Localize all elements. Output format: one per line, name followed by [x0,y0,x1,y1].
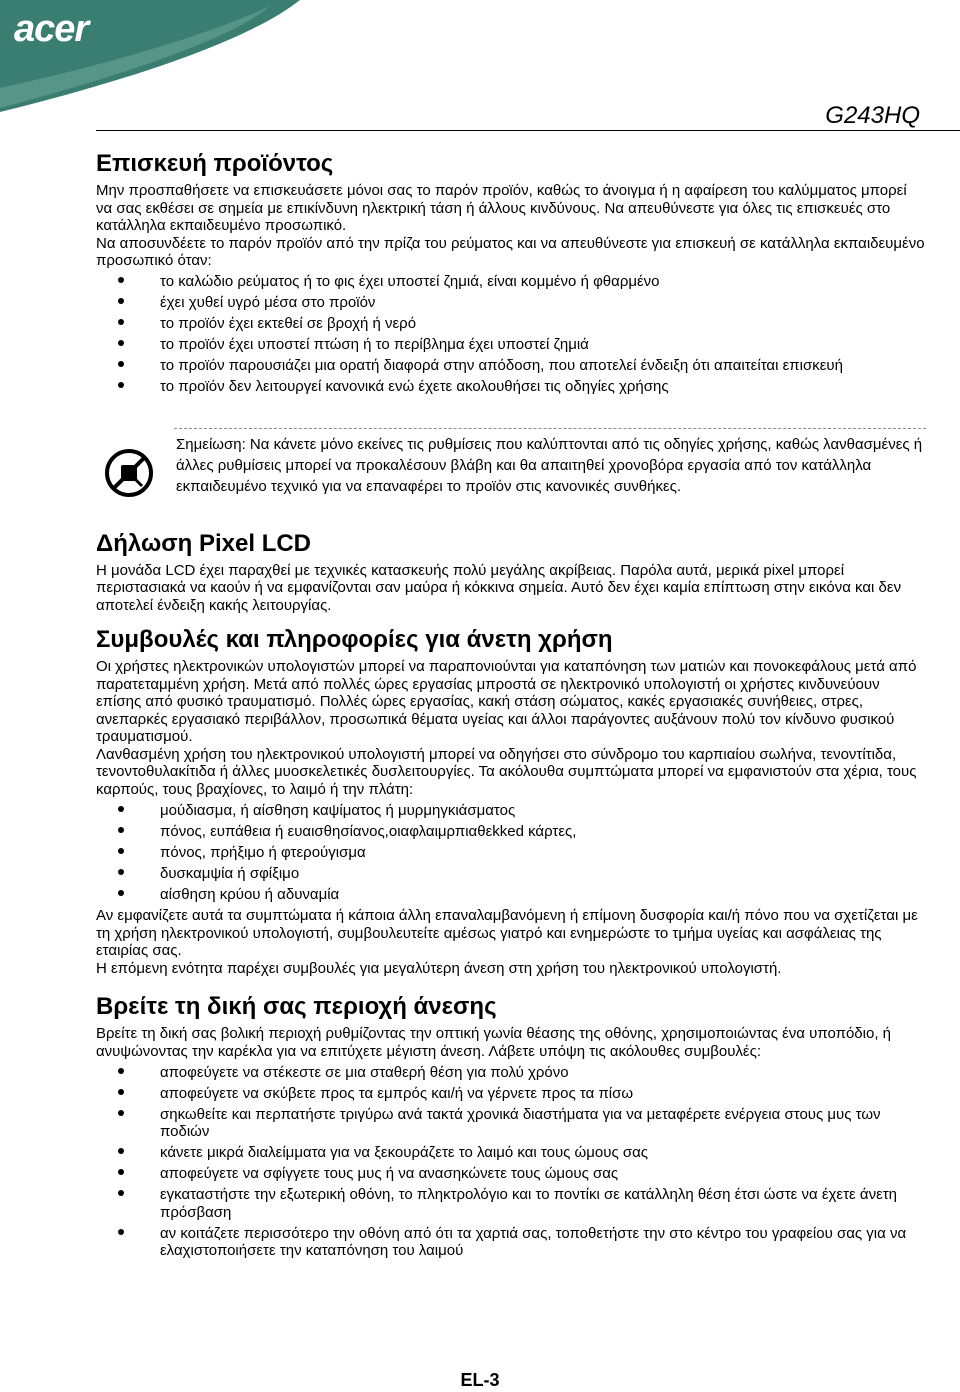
list-item: εγκαταστήστε την εξωτερική οθόνη, το πληκτρολόγιο και το ποντίκι σε κατάλληλη θέση έτσι ώστε να έχετε άνετη πρόσβαση [96,1186,926,1221]
comfort-paragraph-1: Οι χρήστες ηλεκτρονικών υπολογιστών μπορεί να παραπονιούνται για καταπόνηση των ματιών και πονοκεφάλους μετά από παρατεταμμένη χρήση. Μετά από πολλές ώρες εργασίας μπροστά σε ηλεκτρονικό υπολογιστή οι χρήστες κινδυνεύουν επίσης από φυσικό τραυματισμό. Πολλές ώρες εργασίας, κακή στάση σώματος, κακές εργασιακές συνήθειες, στρες, ανεπαρκές εργασιακό περιβάλλον, προσωπικά θέματα υγείας και άλλοι παράγοντες αυξάνουν πολύ τον κίνδυνο φυσικού τραυματισμού. [96,658,917,745]
list-item: σηκωθείτε και περπατήστε τριγύρω ανά τακτά χρονικά διαστήματα για να μεταφέρετε ενέργεια στους μυς των ποδιών [96,1106,926,1141]
section-title-pixel: Δήλωση Pixel LCD [96,529,312,557]
zone-paragraph: Βρείτε τη δική σας βολική περιοχή ρυθμίζοντας την οπτική γωνία θέασης της οθόνης, χρησιμοποιώντας ένα υποπόδιο, ή ανυψώνοντας την καρέκλα για να επιτύχετε μέγιστη άνεση. Λάβετε υπόψη τις ακόλουθες συμβουλές: [96,1025,891,1060]
note-divider [174,428,926,429]
list-item: αποφεύγετε να σφίγγετε τους μυς ή να ανασηκώνετε τους ώμους σας [96,1165,926,1183]
list-item: το προϊόν έχει εκτεθεί σε βροχή ή νερό [96,315,926,333]
comfort-paragraph-2: Λανθασμένη χρήση του ηλεκτρονικού υπολογιστή μπορεί να οδηγήσει στο σύνδρομο του καρπιαίου σωλήνα, τενοντίτιδα, τενοντοθυλακίτιδα ή άλλες μυοσκελετικές δυσλειτουργίες. Τα ακόλουθα συμπτώματα μπορεί να εμφανιστούν στα χέρια, τους καρπούς, τους βραχίονες, το λαιμό ή την πλάτη: [96,745,917,798]
model-name: G243HQ [825,102,920,129]
header-divider [96,130,960,131]
list-item: αποφεύγετε να στέκεστε σε μια σταθερή θέση για πολύ χρόνο [96,1064,926,1082]
comfort-paragraph-4: Η επόμενη ενότητα παρέχει συμβουλές για μεγαλύτερη άνεση στη χρήση του ηλεκτρονικού υπολογιστή. [96,959,782,977]
header-banner [0,0,960,140]
service-paragraph-2: Να αποσυνδέετε το παρόν προϊόν από την πρίζα του ρεύματος και να απευθύνεστε για επισκευή σε κατάλληλα εκπαιδευμένο προσωπικό όταν: [96,234,925,269]
note-icon [104,448,154,498]
note-box [96,434,926,524]
list-item: το καλώδιο ρεύματος ή το φις έχει υποστεί ζημιά, είναι κομμένο ή φθαρμένο [96,273,926,291]
list-item: αίσθηση κρύου ή αδυναμία [96,886,926,904]
list-item: έχει χυθεί υγρό μέσα στο προϊόν [96,294,926,312]
zone-bullet-list [96,1064,926,1260]
section-title-zone: Βρείτε τη δική σας περιοχή άνεσης [96,993,497,1020]
list-item: πόνος, ευπάθεια ή ευαισθησίανος,οιαφλαιμρπιαθεkked κάρτες, [96,823,926,841]
list-item: κάνετε μικρά διαλείμματα για να ξεκουράζετε το λαιμό και τους ώμους σας [96,1144,926,1162]
list-item: αν κοιτάζετε περισσότερο την οθόνη από ότι τα χαρτιά σας, τοποθετήστε την στο κέντρο του γραφείου σας για να ελαχιστοποιήσετε την καταπόνηση του λαιμού [96,1225,926,1260]
list-item: το προϊόν έχει υποστεί πτώση ή το περίβλημα έχει υποστεί ζημιά [96,336,926,354]
comfort-paragraph-3: Αν εμφανίζετε αυτά τα συμπτώματα ή κάποια άλλη επαναλαμβανόμενη ή επίμονη δυσφορία και/ή πόνο που να σχετίζεται με τη χρήση ηλεκτρονικού υπολογιστή, συμβουλευτείτε αμέσως γιατρό και ενημερώστε το τμήμα υγείας και ασφάλειας της εταιρίας σας. [96,907,918,959]
comfort-bullet-list [96,802,926,904]
list-item: πόνος, πρήξιμο ή φτερούγισμα [96,844,926,862]
service-bullet-list [96,273,926,396]
section-title-comfort: Συμβουλές και πληροφορίες για άνετη χρήση [96,626,613,653]
list-item: αποφεύγετε να σκύβετε προς τα εμπρός και/ή να γέρνετε προς τα πίσω [96,1085,926,1103]
note-text: Σημείωση: Να κάνετε μόνο εκείνες τις ρυθμίσεις που καλύπτονται από τις οδηγίες χρήσης, καθώς λανθασμένες ή άλλες ρυθμίσεις μπορεί να προκαλέσουν βλάβη και θα απαιτηθεί χρονοβόρα εργασία από τον κατάλληλα εκπαιδευμένο τεχνικό για να επαναφέρει το προϊόν στις κανονικές συνθήκες. [176,435,923,495]
page-content [96,144,926,1260]
page-number: EL-3 [460,1370,500,1390]
service-paragraph-1: Μην προσπαθήσετε να επισκευάσετε μόνοι σας το παρόν προϊόν, καθώς το άνοιγμα ή η αφαίρεση του καλύμματος μπορεί να σας εκθέσει σε σημεία με επικίνδυνη ηλεκτρική τάση ή άλλους κινδύνους. Να απευθύνεστε για όλες τις επισκευές στο κατάλληλα εκπαιδευμένο προσωπικό. [96,182,907,234]
list-item: μούδιασμα, ή αίσθηση καψίματος ή μυρμηγκιάσματος [96,802,926,820]
list-item: δυσκαμψία ή σφίξιμο [96,865,926,883]
list-item: το προϊόν δεν λειτουργεί κανονικά ενώ έχετε ακολουθήσει τις οδηγίες χρήσης [96,378,926,396]
section-title-service: Επισκευή προϊόντος [96,150,334,177]
list-item: το προϊόν παρουσιάζει μια ορατή διαφορά στην απόδοση, που αποτελεί ένδειξη ότι απαιτείται επισκευή [96,357,926,375]
pixel-paragraph: Η μονάδα LCD έχει παραχθεί με τεχνικές κατασκευής πολύ μεγάλης ακρίβειας. Παρόλα αυτά, μερικά pixel μπορεί περιστασιακά να καούν ή να εμφανίζονται σαν μαύρα ή κόκκινα σημεία. Αυτό δεν έχει καμία επίπτωση στην εικόνα και δεν αποτελεί ένδειξη κακής λειτουργίας. [96,561,902,614]
acer-logo: acer [14,8,89,50]
